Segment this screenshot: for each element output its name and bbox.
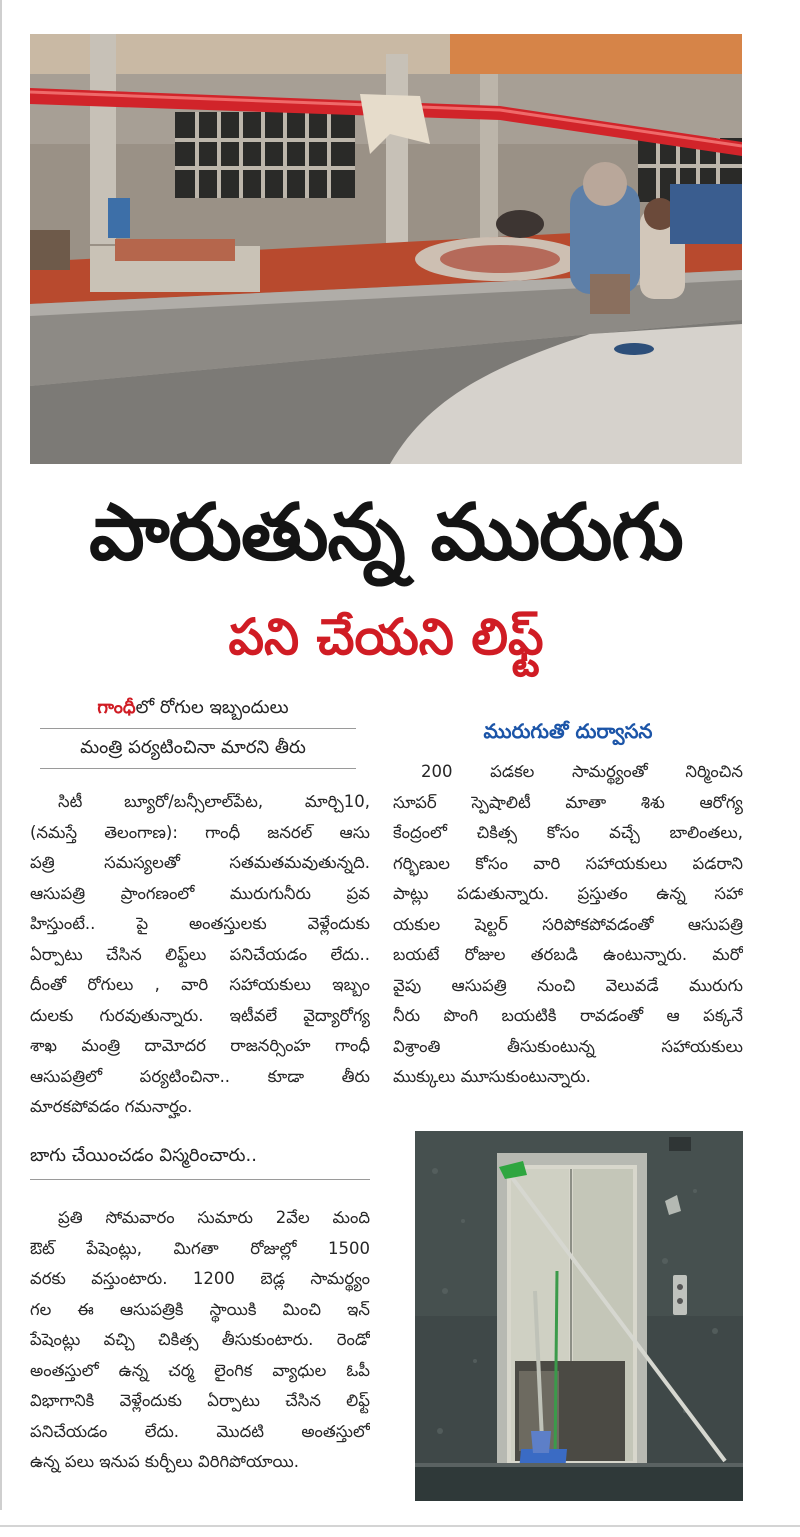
section-heading: బాగు చేయించడం విస్మరించారు.. — [30, 1140, 370, 1172]
kicker-rest: లో రోగుల ఇబ్బందులు — [135, 697, 289, 718]
right-column-heading: మురుగుతో దుర్వాసన — [483, 719, 653, 743]
right-column-paragraph — [393, 757, 743, 1093]
text-line: ఔట్ పేషెంట్లు, మిగతా రోజుల్లో 1500 — [30, 1238, 370, 1258]
text-line: కేంద్రంలో చికిత్స కోసం వచ్చే బాలింతలు, — [393, 823, 743, 842]
broken-lift-photo — [415, 1131, 743, 1501]
text-line: విభాగానికి వెళ్లేందుకు ఏర్పాటు చేసిన లిఫ్ట్ — [30, 1391, 370, 1410]
text-line: ఏర్పాటు చేసిన లిఫ్ట్‌లు పనిచేయడం లేదు.. — [30, 944, 370, 964]
text-line: హిస్తుంటే.. పై అంతస్తులకు వెళ్లేందుకు — [30, 914, 370, 933]
text-line: గల ఈ ఆసుపత్రికి స్థాయికి మించి ఇన్ — [30, 1299, 370, 1319]
hospital-corridor-photo — [30, 34, 742, 464]
subheadline: పని చేయని లిఫ్ట్ — [228, 608, 544, 666]
text-line: గర్భిణుల కోసం వారి సహాయకులు పడరాని — [393, 853, 743, 873]
text-line: బయటే రోజుల తరబడి ఉంటున్నారు. మరో — [393, 945, 743, 964]
text-line: ఆసుపత్రి ప్రాంగణంలో మురుగునీరు ప్రవ — [30, 883, 370, 903]
text-line: నీరు పొంగి బయటికి రావడంతో ఆ పక్కనే — [393, 1006, 743, 1025]
text-line: దీంతో రోగులు , వారి సహాయకులు ఇబ్బం — [30, 975, 370, 994]
text-line: ప్రతి సోమవారం సుమారు 2వేల మంది — [58, 1208, 370, 1227]
column-rule — [0, 0, 2, 1510]
left-column-paragraph-1 — [30, 787, 370, 1123]
text-line: పత్రి సమస్యలతో సతమతమవుతున్నది. — [30, 853, 370, 872]
bottom-rule — [0, 1525, 800, 1527]
text-line: సూపర్ స్పెషాలిటీ మాతా శిశు ఆరోగ్య — [393, 792, 743, 812]
kicker-line-1 — [30, 693, 356, 723]
text-line: పేషెంట్లు వచ్చి చికిత్స తీసుకుంటారు. రెండో — [30, 1330, 370, 1349]
text-line: ఆసుపత్రిలో పర్యటించినా.. కూడా తీరు — [30, 1066, 370, 1086]
left-column-paragraph-2 — [30, 1203, 370, 1478]
text-line: విశ్రాంతి తీసుకుంటున్న సహాయకులు — [393, 1036, 743, 1056]
text-line: (నమస్తే తెలంగాణ): గాంధీ జనరల్ ఆసు — [30, 822, 370, 842]
text-line: 200 పడకల సామర్థ్యంతో నిర్మించిన — [421, 762, 743, 781]
text-line: మారకపోవడం గమనార్హం. — [30, 1097, 193, 1116]
text-line: శాఖ మంత్రి దామోదర రాజనర్సింహ గాంధీ — [30, 1036, 370, 1055]
headline: పారుతున్న మురుగు — [89, 488, 683, 578]
text-line: దులకు గురవుతున్నారు. ఇటీవలే వైద్యారోగ్య — [30, 1005, 370, 1025]
text-line: వరకు వస్తుంటారు. 1200 బెడ్ల సామర్థ్యం — [30, 1269, 370, 1288]
kicker-highlight: గాంధీ — [97, 697, 136, 718]
text-line: అంతస్తులో ఉన్న చర్మ లైంగిక వ్యాధుల ఓపీ — [30, 1360, 370, 1380]
text-line: సిటీ బ్యూరో/బన్సీలాల్‌పేట, మార్చి10, — [58, 792, 370, 811]
text-line: వైపు ఆసుపత్రి నుంచి వెలువడే మురుగు — [393, 975, 743, 995]
text-line: ఉన్న పలు ఇనుప కుర్చీలు విరిగిపోయాయి. — [30, 1452, 299, 1471]
text-line: ముక్కులు మూసుకుంటున్నారు. — [393, 1067, 591, 1086]
text-line: యకుల షెల్టర్ సరిపోకపోవడంతో ఆసుపత్రి — [393, 914, 743, 934]
text-line: పాట్లు పడుతున్నారు. ప్రస్తుతం ఉన్న సహా — [393, 884, 743, 903]
kicker-line-2: మంత్రి పర్యటించినా మారని తీరు — [30, 733, 356, 763]
text-line: పనిచేయడం లేదు. మొదటి అంతస్తులో — [30, 1421, 370, 1441]
